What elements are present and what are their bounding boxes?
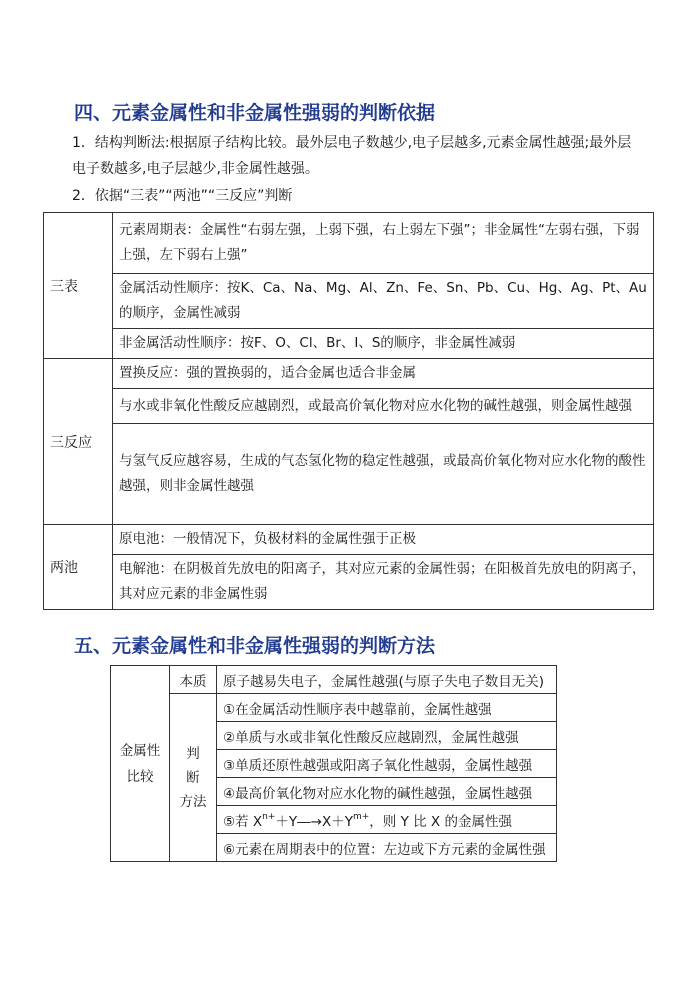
section4-title: 四、元素金属性和非金属性强弱的判断依据 [74,102,436,124]
label-methods-3: 方法 [179,793,207,810]
method-5 [217,806,557,834]
cell-electrolytic: 电解池：在阴极首先放电的阳离子，其对应元素的金属性弱；在阳极首先放电的阴离子，其对应元素的非金属性弱 [113,555,654,610]
label-essence: 本质 [170,666,217,694]
method-5-mid: ＋Y―→X＋Y [275,813,353,830]
cell-essence: 原子越易失电子，金属性越强(与原子失电子数目无关) [217,666,557,694]
label-methods-2: 断 [186,769,200,786]
method-5-sup2: m+ [352,811,370,822]
label-liangchi: 两池 [44,525,113,610]
label-metallicity-compare [111,666,170,862]
label-compare: 比较 [126,768,154,785]
method-4: ④最高价氧化物对应水化物的碱性越强，金属性越强 [217,778,557,806]
cell-galvanic: 原电池：一般情况下，负极材料的金属性强于正极 [113,525,654,555]
cell-water-acid: 与水或非氧化性酸反应越剧烈，或最高价氧化物对应水化物的碱性越强，则金属性越强 [113,389,654,424]
para2: 2．依据“三表”“两池”“三反应”判断 [72,188,293,204]
method-5-sup1: n+ [262,811,276,822]
label-metallicity: 金属性 [119,742,161,759]
cell-displacement: 置换反应：强的置换弱的，适合金属也适合非金属 [113,359,654,389]
para1-line1: 1．结构判断法:根据原子结构比较。最外层电子数越少,电子层越多,元素金属性越强;最外层 [72,135,632,151]
para1-line2: 电子数越多,电子层越少,非金属性越强。 [72,161,319,177]
section5-title: 五、元素金属性和非金属性强弱的判断方法 [74,635,436,657]
label-sanfanying: 三反应 [44,359,113,525]
cell-periodic-table: 元素周期表：金属性“右弱左强，上弱下强，右上弱左下强”；非金属性“左弱右强，下弱上强，左下弱右上强” [113,213,654,274]
criteria-table [43,212,654,610]
label-methods-1: 判 [186,745,200,762]
label-sanbiao: 三表 [44,213,113,359]
method-5-post: ，则 Y 比 X 的金属性强 [369,813,512,830]
method-1: ①在金属活动性顺序表中越靠前，金属性越强 [217,694,557,722]
cell-nonmetal-activity: 非金属活动性顺序：按F、O、Cl、Br、I、S的顺序，非金属性减弱 [113,329,654,359]
method-2: ②单质与水或非氧化性酸反应越剧烈，金属性越强 [217,722,557,750]
methods-table [110,665,557,862]
method-3: ③单质还原性越强或阳离子氧化性越弱，金属性越强 [217,750,557,778]
label-methods [170,694,217,862]
method-6: ⑥元素在周期表中的位置：左边或下方元素的金属性强 [217,834,557,862]
method-5-pre: ⑤若 X [223,813,263,830]
cell-metal-activity: 金属活动性顺序：按K、Ca、Na、Mg、Al、Zn、Fe、Sn、Pb、Cu、Hg、Ag、Pt、Au的顺序，金属性减弱 [113,274,654,329]
cell-hydrogen: 与氢气反应越容易，生成的气态氢化物的稳定性越强，或最高价氧化物对应水化物的酸性越强，则非金属性越强 [113,424,654,525]
